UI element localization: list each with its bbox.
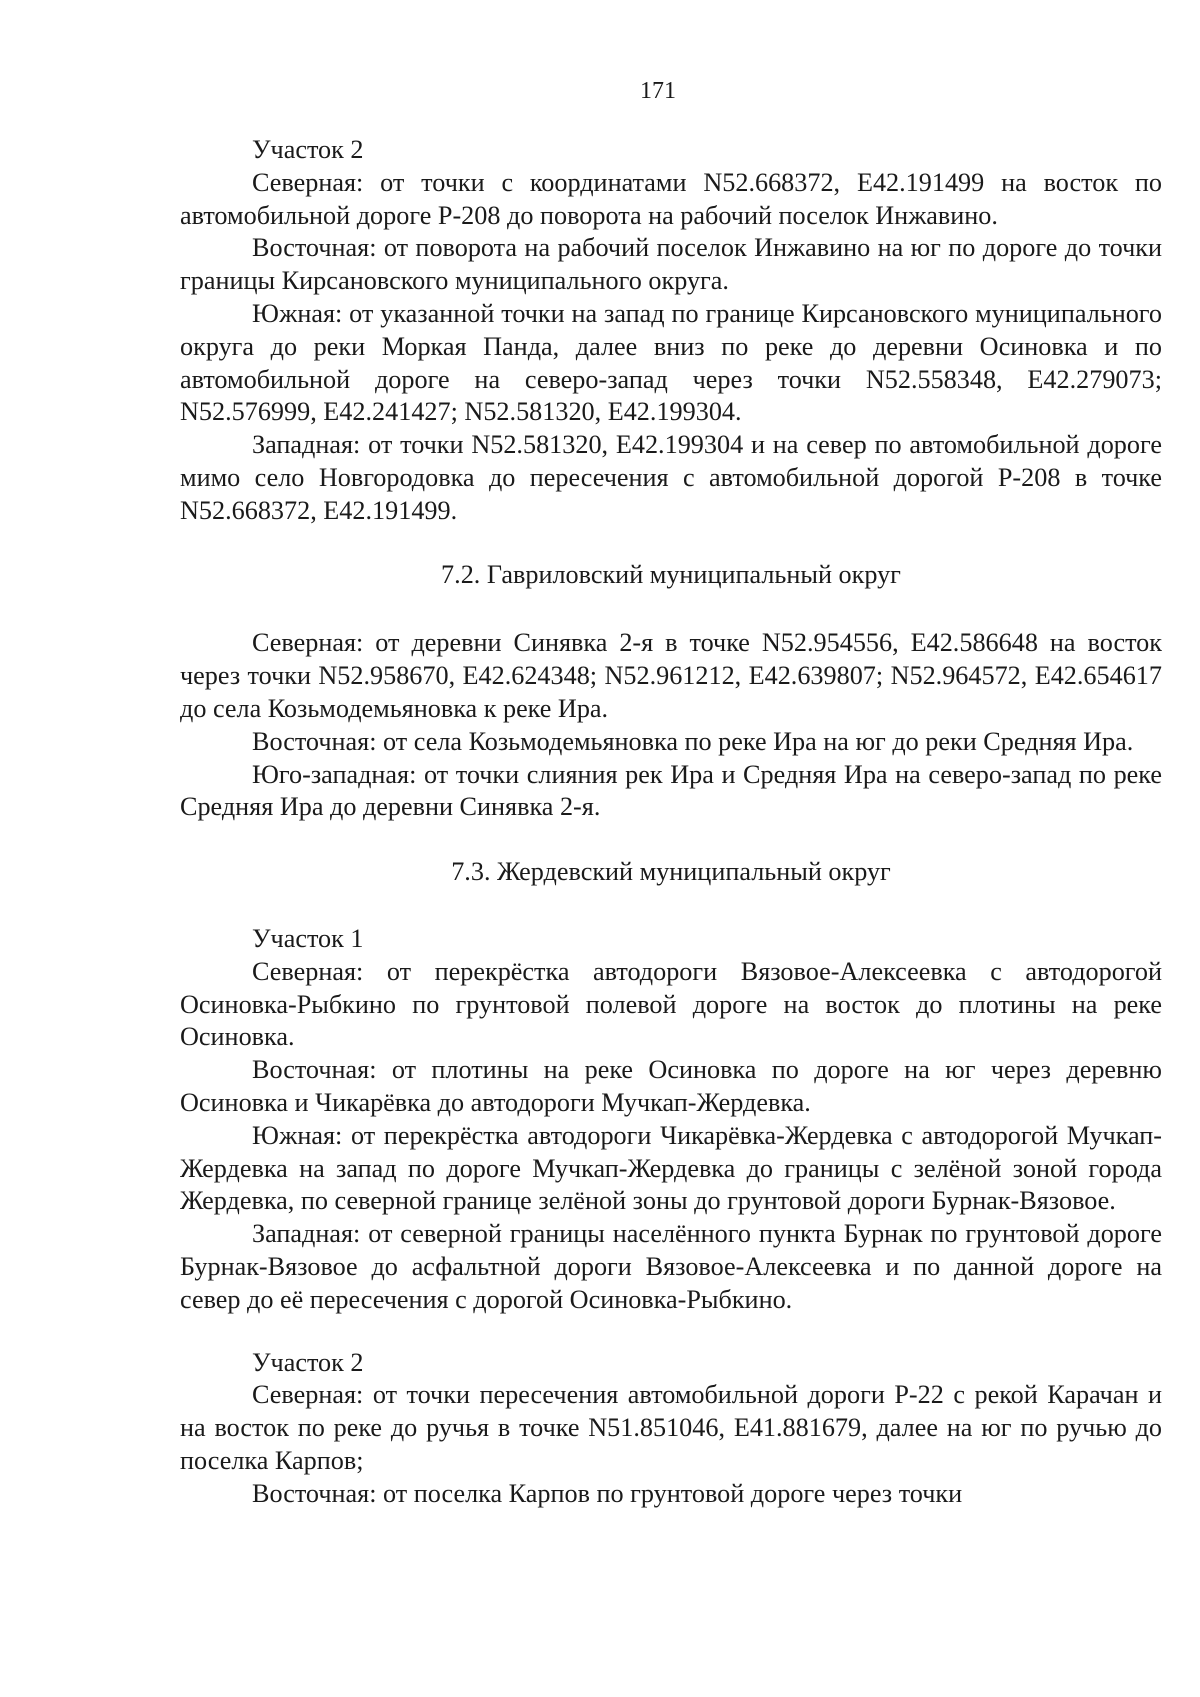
boundary-south: Южная: от перекрёстка автодороги Чикарёвка-Жердевка с автодорогой Мучкап-Жердевка на запад по дороге Мучкап-Жердевка до границы с зелёной зоной города Жердевка, по северной границе зелёной зоны до грунтовой дороги Бурнак-Вязовое. xyxy=(180,1120,1162,1216)
page-number: 171 xyxy=(640,78,676,104)
plot-label: Участок 2 xyxy=(252,135,364,164)
boundary-west: Западная: от северной границы населённого пункта Бурнак по грунтовой дороге Бурнак-Вязовое до асфальтной дороги Вязовое-Алексеевка и по данной дороге на север до её пересечения с дорогой Осиновка-Рыбкино. xyxy=(180,1219,1162,1314)
boundary-north: Северная: от деревни Синявка 2-я в точке N52.954556, E42.586648 на восток через точки N52.958670, E42.624348; N52.961212, E42.639807; N52.964572, E42.654617 до села Козьмодемьяновка к реке Ира. xyxy=(180,628,1162,723)
plot-label: Участок 2 xyxy=(252,1347,364,1377)
section-heading-7-3: 7.3. Жердевский муниципальный округ xyxy=(451,857,891,887)
document-body xyxy=(180,134,1162,1510)
boundary-east: Восточная: от плотины на реке Осиновка по дороге на юг через деревню Осиновка и Чикарёвка до автодороги Мучкап-Жердевка. xyxy=(180,1055,1162,1117)
boundary-east: Восточная: от села Козьмодемьяновка по реке Ира на юг до реки Средняя Ира. xyxy=(252,726,1134,756)
boundary-west: Западная: от точки N52.581320, E42.199304 и на север по автомобильной дороге мимо село Новгородовка до пересечения с автомобильной дорогой Р-208 в точке N52.668372, E42.191499. xyxy=(180,430,1162,525)
boundary-north: Северная: от точки с координатами N52.668372, E42.191499 на восток по автомобильной дороге Р-208 до поворота на рабочий поселок Инжавино. xyxy=(180,167,1162,230)
section-heading-7-2: 7.2. Гавриловский муниципальный округ xyxy=(441,559,901,589)
boundary-north: Северная: от точки пересечения автомобильной дороги Р-22 с рекой Карачан и на восток по реке до ручья в точке N51.851046, E41.881679, далее на юг по ручью до поселка Карпов; xyxy=(180,1380,1162,1475)
boundary-southwest: Юго-западная: от точки слияния рек Ира и Средняя Ира на северо-запад по реке Средняя Ира до деревни Синявка 2-я. xyxy=(180,759,1162,822)
boundary-east: Восточная: от поселка Карпов по грунтовой дороге через точки xyxy=(252,1478,963,1508)
plot-label: Участок 1 xyxy=(252,923,364,953)
boundary-south: Южная: от указанной точки на запад по границе Кирсановского муниципального округа до реки Моркая Панда, далее вниз по реке до деревни Осиновка и по автомобильной дороге на северо-запад через точки N52.558348, E42.279073; N52.576999, E42.241427; N52.581320, E42.199304. xyxy=(180,298,1162,427)
boundary-north: Северная: от перекрёстка автодороги Вязовое-Алексеевка с автодорогой Осиновка-Рыбкино по грунтовой полевой дороге на восток до плотины на реке Осиновка. xyxy=(180,956,1162,1052)
boundary-east: Восточная: от поворота на рабочий поселок Инжавино на юг по дороге до точки границы Кирсановского муниципального округа. xyxy=(180,233,1162,296)
